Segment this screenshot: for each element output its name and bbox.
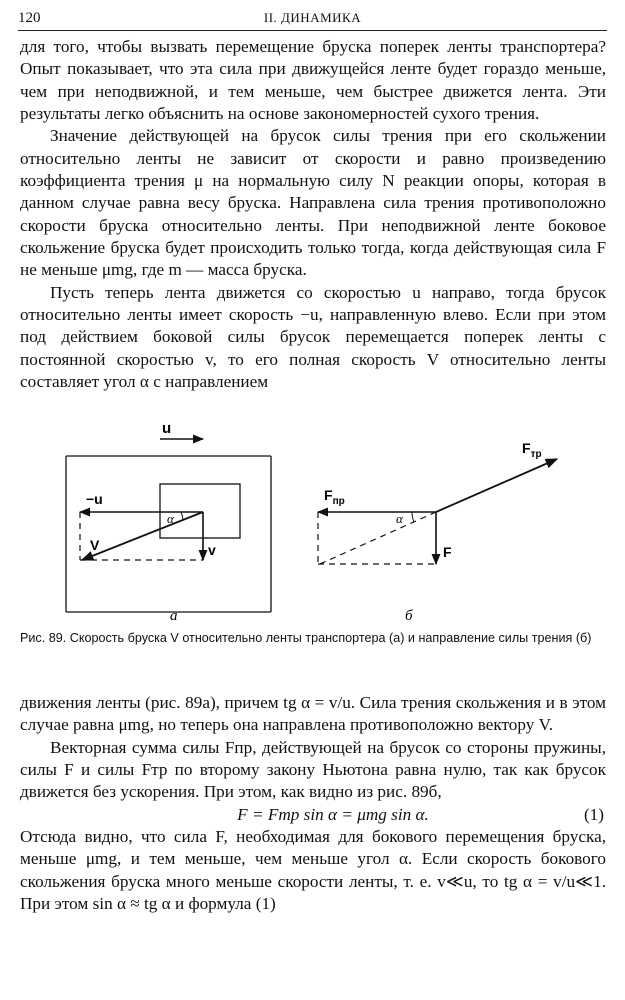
velocity-V-arrow [82,512,203,560]
label-F: F [443,544,452,560]
label-minus-u: −u [86,491,103,507]
equation-formula: F = Fтр sin α = μmg sin α. [237,804,429,824]
label-alpha-a: α [167,511,174,526]
page-header [18,8,607,31]
equation-number: (1) [583,804,604,824]
label-V: V [90,537,100,553]
label-v: v [208,542,216,558]
friction-force-arrow [436,459,557,512]
paragraph: Значение действующей на брусок силы трения при его скольжении относительно ленты не зависит от скорости и равно произведению коэффициента трения μ на нормальную силу N реакции опоры, которая в данном случае равна весу бруска. Направлена сила трения противоположно скорости бруска относительно ленты. При неподвижной ленте боковое скольжение бруска будет происходить только тогда, когда действующая сила F не меньше μmg, где m — масса бруска. [20,126,606,280]
panel-a [66,420,271,624]
paragraph: Пусть теперь лента движется со скоростью u направо, тогда брусок относительно ленты имеет скорость −u, направленную влево. Если при этом под действием боковой силы брусок перемещается поперек ленты с постоянной скоростью v, то его полная скорость V относительно ленты составляет угол α с направлением [20,282,606,392]
paragraph: Отсюда видно, что сила F, необходимая для бокового перемещения бруска, меньше μmg, и тем меньше, чем меньше угол α. Если скорость бокового скольжения бруска много меньше скорости ленты, т. е. v≪u, то tg α = v/u≪1. При этом sin α ≈ tg α и формула (1) [20,827,606,914]
figure-89 [0,412,625,632]
paragraph: для того, чтобы вызвать перемещение бруска поперек ленты транспортера? Опыт показывает, что эта сила при движущейся ленте будет гораздо меньше, чем при неподвижной, и тем меньше, чем быстрее движется лента. Эти результаты легко объяснить на основе закономерностей сухого трения. [20,37,606,124]
running-head: II. ДИНАМИКА [263,10,362,25]
text-block-top [20,36,606,394]
paragraph: движения ленты (рис. 89а), причем tg α = v/u. Сила трения скольжения и в этом случае равна μmg, но теперь она направлена противоположно вектору V. [20,693,606,735]
angle-arc-b [412,512,414,522]
panel-letter-b: б [405,608,413,624]
panel-letter-a: а [170,608,178,624]
dashed-diagonal-b [320,512,436,564]
paragraph: Векторная сумма силы Fпр, действующей на брусок со стороны пружины, силы F и силы Fтр по второму закону Ньютона равна нулю, так как брусок движется без ускорения. При этом, как видно из рис. 89б, [20,737,606,802]
page-number: 120 [18,10,41,26]
figure-caption: Рис. 89. Скорость бруска V относительно ленты транспортера (а) и направление силы трения (б) [20,631,592,645]
label-F-tr: $F_{тр}$ [522,440,542,460]
panel-b [318,440,557,624]
angle-arc-a [181,512,183,520]
text-block-bottom [20,692,606,915]
label-u: u [162,420,172,437]
figure-diagram [0,412,625,632]
label-alpha-b: α [396,511,403,526]
label-F-pr: $F_{пр}$ [324,487,345,507]
equation-1 [20,804,606,826]
